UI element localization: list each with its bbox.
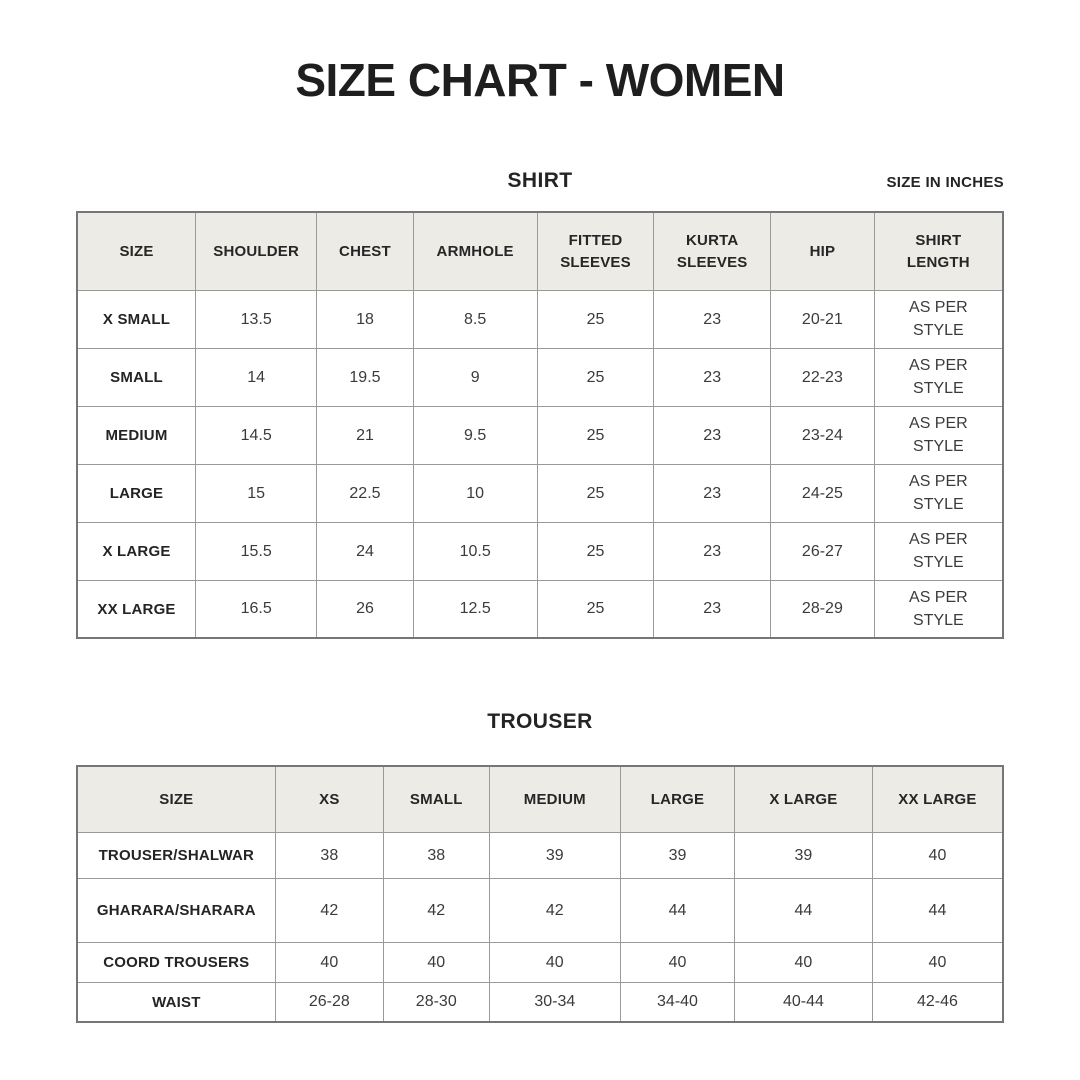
trouser-section-title: TROUSER — [487, 710, 593, 734]
column-header-chest: CHEST — [317, 212, 413, 290]
table-cell: 9 — [413, 348, 537, 406]
column-header-xs: XS — [275, 766, 383, 832]
table-cell: 23 — [654, 580, 771, 638]
table-cell: 25 — [537, 290, 654, 348]
trouser-section — [76, 709, 1004, 1023]
table-row — [77, 348, 1003, 406]
table-cell: 24-25 — [771, 464, 875, 522]
table-cell: 10 — [413, 464, 537, 522]
row-label: WAIST — [77, 982, 275, 1022]
table-cell: 39 — [621, 832, 735, 878]
column-header-fitted-sleeves: FITTED SLEEVES — [537, 212, 654, 290]
table-cell: 16.5 — [196, 580, 317, 638]
table-cell: 40 — [489, 942, 620, 982]
trouser-header-row — [77, 766, 1003, 832]
table-cell: 25 — [537, 464, 654, 522]
table-cell: 44 — [872, 878, 1003, 942]
row-label: LARGE — [77, 464, 196, 522]
row-label: TROUSER/SHALWAR — [77, 832, 275, 878]
row-label: XX LARGE — [77, 580, 196, 638]
table-cell: 22.5 — [317, 464, 413, 522]
table-row — [77, 580, 1003, 638]
table-cell: AS PER STYLE — [874, 348, 1003, 406]
row-label: X SMALL — [77, 290, 196, 348]
table-cell: 39 — [489, 832, 620, 878]
table-cell: 25 — [537, 406, 654, 464]
table-cell: 42-46 — [872, 982, 1003, 1022]
column-header-size: SIZE — [77, 212, 196, 290]
table-cell: 13.5 — [196, 290, 317, 348]
table-cell: AS PER STYLE — [874, 290, 1003, 348]
table-cell: 10.5 — [413, 522, 537, 580]
table-cell: 25 — [537, 522, 654, 580]
table-row — [77, 522, 1003, 580]
table-cell: 38 — [275, 832, 383, 878]
table-cell: 23 — [654, 464, 771, 522]
table-cell: 8.5 — [413, 290, 537, 348]
table-cell: 24 — [317, 522, 413, 580]
column-header-kurta-sleeves: KURTA SLEEVES — [654, 212, 771, 290]
table-cell: 39 — [734, 832, 872, 878]
table-cell: 26-27 — [771, 522, 875, 580]
shirt-section-title: SHIRT — [507, 169, 573, 193]
table-cell: 40 — [275, 942, 383, 982]
column-header-x-large: X LARGE — [734, 766, 872, 832]
table-cell: 14 — [196, 348, 317, 406]
table-row — [77, 290, 1003, 348]
table-row — [77, 406, 1003, 464]
table-cell: 40 — [872, 832, 1003, 878]
table-cell: AS PER STYLE — [874, 522, 1003, 580]
row-label: MEDIUM — [77, 406, 196, 464]
page-title: SIZE CHART - WOMEN — [295, 54, 785, 106]
table-cell: 25 — [537, 580, 654, 638]
shirt-size-table — [76, 211, 1004, 639]
table-cell: 42 — [489, 878, 620, 942]
table-cell: 9.5 — [413, 406, 537, 464]
table-cell: 18 — [317, 290, 413, 348]
column-header-medium: MEDIUM — [489, 766, 620, 832]
shirt-section — [76, 168, 1004, 639]
table-cell: 40 — [383, 942, 489, 982]
table-cell: 44 — [621, 878, 735, 942]
trouser-section-head — [76, 709, 1004, 735]
table-cell: 12.5 — [413, 580, 537, 638]
table-cell: AS PER STYLE — [874, 580, 1003, 638]
table-cell: 28-30 — [383, 982, 489, 1022]
table-cell: 40 — [734, 942, 872, 982]
table-cell: 19.5 — [317, 348, 413, 406]
column-header-large: LARGE — [621, 766, 735, 832]
table-cell: 21 — [317, 406, 413, 464]
table-cell: 28-29 — [771, 580, 875, 638]
table-cell: 30-34 — [489, 982, 620, 1022]
table-row — [77, 982, 1003, 1022]
table-cell: AS PER STYLE — [874, 406, 1003, 464]
table-row — [77, 832, 1003, 878]
table-row — [77, 878, 1003, 942]
table-cell: 23 — [654, 290, 771, 348]
table-cell: 15 — [196, 464, 317, 522]
column-header-size: SIZE — [77, 766, 275, 832]
table-cell: 40 — [872, 942, 1003, 982]
row-label: SMALL — [77, 348, 196, 406]
column-header-shoulder: SHOULDER — [196, 212, 317, 290]
row-label: COORD TROUSERS — [77, 942, 275, 982]
trouser-size-table — [76, 765, 1004, 1023]
table-cell: 15.5 — [196, 522, 317, 580]
table-cell: 40 — [621, 942, 735, 982]
table-row — [77, 464, 1003, 522]
shirt-header-row — [77, 212, 1003, 290]
table-cell: 26 — [317, 580, 413, 638]
table-cell: AS PER STYLE — [874, 464, 1003, 522]
table-cell: 20-21 — [771, 290, 875, 348]
table-cell: 25 — [537, 348, 654, 406]
table-cell: 42 — [275, 878, 383, 942]
table-cell: 38 — [383, 832, 489, 878]
table-cell: 14.5 — [196, 406, 317, 464]
unit-note: SIZE IN INCHES — [886, 174, 1004, 192]
table-cell: 23 — [654, 406, 771, 464]
column-header-small: SMALL — [383, 766, 489, 832]
column-header-shirt-length: SHIRT LENGTH — [874, 212, 1003, 290]
table-cell: 23-24 — [771, 406, 875, 464]
column-header-armhole: ARMHOLE — [413, 212, 537, 290]
table-cell: 22-23 — [771, 348, 875, 406]
table-cell: 34-40 — [621, 982, 735, 1022]
table-row — [77, 942, 1003, 982]
row-label: X LARGE — [77, 522, 196, 580]
table-cell: 23 — [654, 522, 771, 580]
column-header-hip: HIP — [771, 212, 875, 290]
table-cell: 40-44 — [734, 982, 872, 1022]
shirt-section-head — [76, 168, 1004, 194]
column-header-xx-large: XX LARGE — [872, 766, 1003, 832]
table-cell: 42 — [383, 878, 489, 942]
table-cell: 44 — [734, 878, 872, 942]
row-label: GHARARA/SHARARA — [77, 878, 275, 942]
table-cell: 26-28 — [275, 982, 383, 1022]
table-cell: 23 — [654, 348, 771, 406]
